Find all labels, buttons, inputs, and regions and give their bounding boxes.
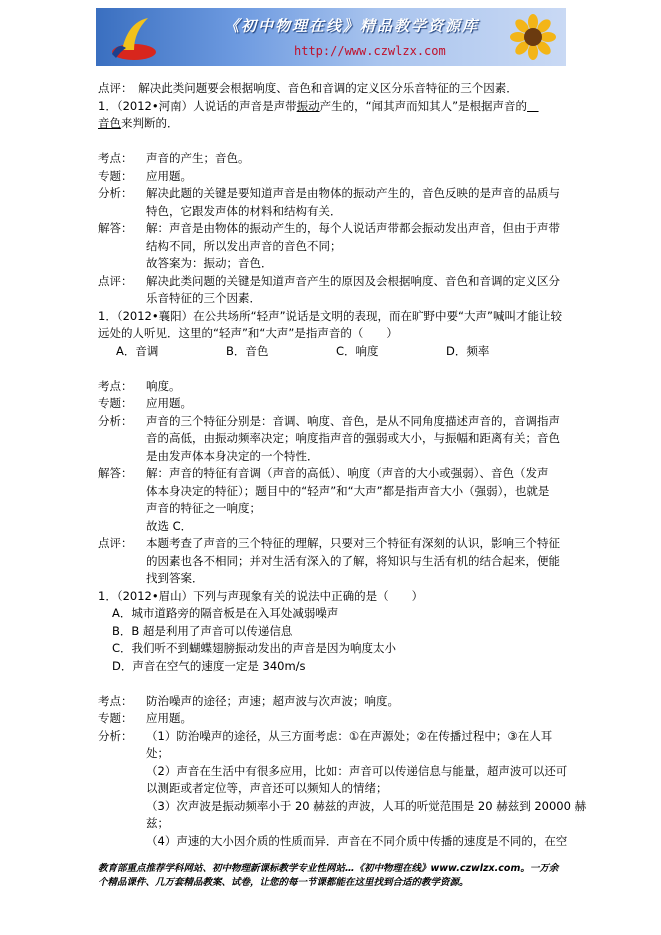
intro-comment: 点评： 解决此类问题要会根据响度、音色和音调的定义区分乐音特征的三个因素． bbox=[98, 81, 518, 95]
a2-kaodian: 考点： 响度。 bbox=[98, 378, 181, 393]
footer-line-1: 教育部重点推荐学科网站、初中物理新课标教学专业性网站…《初中物理在线》www.czwlzx.com。一万余 bbox=[98, 863, 559, 874]
a1-kaodian: 考点： 声音的产生；音色。 bbox=[98, 151, 250, 165]
question-3-stem: 1．（2012•眉山）下列与声现象有关的说法中正确的是（ ） bbox=[98, 588, 424, 603]
question-1-line1: 1．（2012•河南）人说话的声音是声带振动产生的，“闻其声而知其人”是根据声音的 bbox=[98, 98, 528, 113]
header-url[interactable]: http://www.czwlzx.com bbox=[294, 44, 446, 58]
sunflower-icon bbox=[510, 14, 556, 60]
a1-fenxi: 分析： 解决此题的关键是要知道声音是由物体的振动产生的，音色反映的是声音的品质与 特色，它跟发声体的材料和结构有关． bbox=[98, 186, 560, 218]
question-2-options bbox=[98, 343, 564, 361]
q3-option-c: C．我们听不到蝴蝶翅膀振动发出的声音是因为响度太小 bbox=[112, 641, 397, 655]
a3-kaodian: 考点： 防治噪声的途径；声速；超声波与次声波；响度。 bbox=[98, 693, 399, 708]
a2-zhuanti: 专题： 应用题。 bbox=[98, 396, 192, 410]
a1-dianping: 点评： 解决此类问题的关键是知道声音产生的原因及会根据响度、音色和音调的定义区分 乐音特征的三个因素． bbox=[98, 273, 560, 305]
option-c: C．响度 bbox=[336, 343, 379, 358]
q3-option-d: D．声音在空气的速度一定是 340m/s bbox=[112, 658, 306, 673]
page-footer bbox=[98, 862, 568, 890]
header-banner bbox=[96, 8, 566, 66]
a3-fenxi: 分析： （1）防治噪声的途径，从三方面考虑：①在声源处；②在传播过程中；③在人耳 处； （2）声音在生活中有很多应用，比如：声音可以传递信息与能量，超声波可以还可 以测距或者定位等，声音还可以频知人的情绪； （3）次声波是振动频率小于 20 赫兹的声波，人耳的听觉范围是 20 赫兹到 20000 赫 兹； （4）声速的大小因介质的性质而异．声音在不同介质中传播的速度是不同的，在空 bbox=[98, 728, 587, 848]
a2-dianping: 点评： 本题考查了声音的三个特征的理解，只要对三个特征有深刻的认识，影响三个特征 的因素也各不相同；并对生活有深入的了解，将知识与生活有机的结合起来，便能 找到答案． bbox=[98, 536, 560, 585]
a3-zhuanti: 专题： 应用题。 bbox=[98, 711, 192, 725]
option-d: D．频率 bbox=[446, 343, 490, 358]
header-title: 《初中物理在线》精品教学资源库 bbox=[224, 17, 480, 35]
a1-jieda: 解答： 解：声音是由物体的振动产生的，每个人说话声带都会振动发出声音，但由于声带 结构不同，所以发出声音的音色不同； 故答案为：振动；音色． bbox=[98, 221, 560, 270]
a2-jieda: 解答： 解：声音的特征有音调（声音的高低）、响度（声音的大小或强弱）、音色（发声 体本身决定的特征）；题目中的“轻声”和“大声”都是指声音大小（强弱），也就是 声音的特征之一响度； 故选 C． bbox=[98, 466, 550, 533]
a2-fenxi: 分析： 声音的三个特征分别是：音调、响度、音色，是从不同角度描述声音的，音调指声 音的高低，由振动频率决定；响度指声音的强弱或大小，与振幅和距离有关；音色 是由发声体本身决定的一个特性． bbox=[98, 413, 560, 463]
site-logo-icon bbox=[104, 12, 164, 64]
question-2-line2: 远处的人听见．这里的“轻声”和“大声”是指声音的（ ） bbox=[98, 326, 398, 340]
q3-option-b: B．B 超是利用了声音可以传递信息 bbox=[112, 623, 293, 638]
question-1-line2: 音色来判断的． bbox=[98, 116, 179, 130]
q3-option-a: A．城市道路旁的隔音板是在入耳处减弱噪声 bbox=[112, 606, 339, 620]
question-2-line1: 1．（2012•襄阳）在公共场所“轻声”说话是文明的表现，而在旷野中要“大声”喊叫才能让较 bbox=[98, 308, 562, 323]
option-b: B．音色 bbox=[226, 343, 269, 358]
footer-line-2: 个精品课件、几万套精品教案、试卷，让您的每一节课都能在这里找到合适的教学资源。 bbox=[98, 877, 469, 888]
a1-zhuanti: 专题： 应用题。 bbox=[98, 168, 192, 183]
option-a: A．音调 bbox=[116, 343, 159, 358]
document-body bbox=[98, 80, 587, 850]
